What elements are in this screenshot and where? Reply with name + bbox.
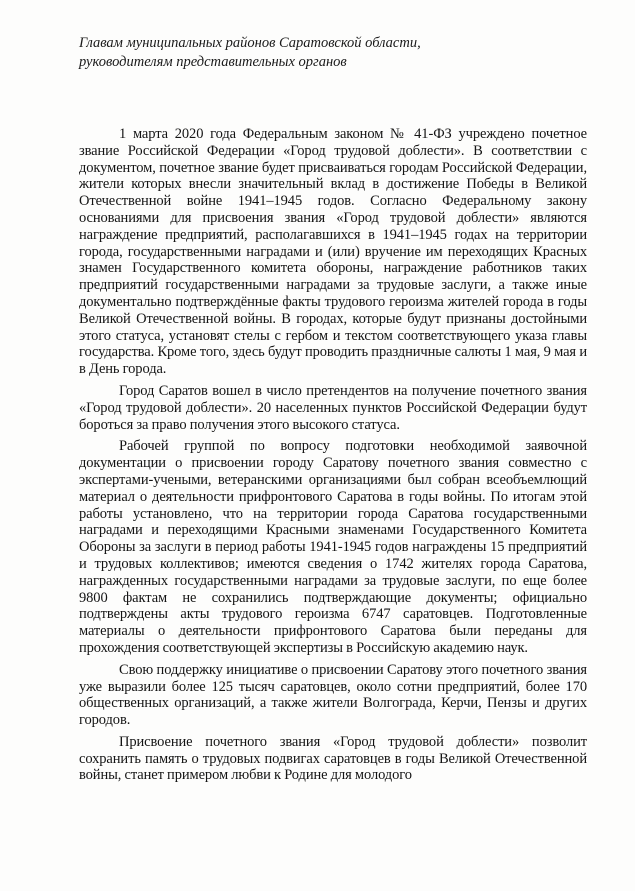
paragraph-1: 1 марта 2020 года Федеральным законом № 41-ФЗ учреждено почетное звание Российской Федерации «Город трудовой доблести». В соответствии с документом, почетное звание будет присваиваться городам Российской Федерации, жители которых внесли значительный вклад в достижение Победы в Великой Отечественной войне 1941–1945 годов. Согласно Федеральному закону основаниями для присвоения звания «Город трудовой доблести» являются награждение предприятий, располагавшихся в 1941–1945 годах на территории города, государственными наградами и (или) вручение им переходящих Красных знамен Государственного комитета обороны, награждение работников таких предприятий государственными наградами за трудовые заслуги, а также иные документально подтверждённые факты трудового героизма жителей города в годы Великой Отечественной войны. В городах, которые будут признаны достойными этого статуса, установят стелы с гербом и текстом соответствующего указа главы государства. Кроме того, здесь будут проводить праздничные салюты 1 мая, 9 мая и в День города. (79, 126, 587, 378)
letter-body (79, 126, 587, 789)
addressee-block (79, 34, 549, 72)
paragraph-2: Город Саратов вошел в число претендентов на получение почетного звания «Город трудовой доблести». 20 населенных пунктов Российской Федерации будут бороться за право получения этого высокого статуса. (79, 382, 587, 433)
paragraph-3: Рабочей группой по вопросу подготовки необходимой заявочной документации о присвоении городу Саратову почетного звания совместно с экспертами-учеными, ветеранскими организациями был собран всеобъемлющий материал о деятельности прифронтового Саратова в годы войны. По итогам этой работы установлено, что на территории города Саратова государственными наградами и переходящими Красными знаменами Государственного Комитета Обороны за заслуги в период работы 1941-1945 годов награждены 15 предприятий и трудовых коллективов; имеются сведения о 1742 жителях города Саратова, награжденных государственными наградами за трудовые заслуги, по еще более 9800 фактам не сохранились подтверждающие документы; официально подтверждены акты трудового героизма 6747 саратовцев. Подготовленные материалы о деятельности прифронтового Саратова были переданы для прохождения соответствующей экспертизы в Российскую академию наук. (79, 438, 587, 656)
addressee-line-2: руководителям представительных органов (79, 54, 347, 70)
addressee-line-1: Главам муниципальных районов Саратовской области, (79, 35, 421, 51)
paragraph-4: Свою поддержку инициативе о присвоении Саратову этого почетного звания уже выразили более 125 тысяч саратовцев, около сотни предприятий, более 170 общественных организаций, а также жители Волгограда, Керчи, Пензы и других городов. (79, 661, 587, 729)
paragraph-5: Присвоение почетного звания «Город трудовой доблести» позволит сохранить память о трудовых подвигах саратовцев в годы Великой Отечественной войны, станет примером любви к Родине для молодого (79, 733, 587, 784)
